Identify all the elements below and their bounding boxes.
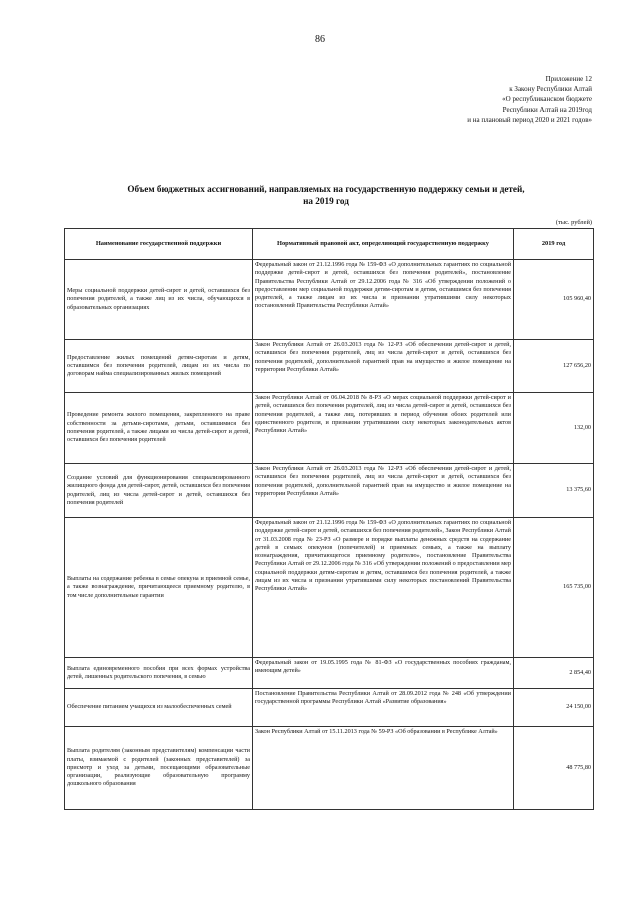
- amount-cell: 13 375,60: [514, 464, 594, 518]
- table-row: [65, 727, 594, 810]
- table-row: [65, 393, 594, 464]
- table-row: [65, 340, 594, 393]
- table-row: [65, 658, 594, 689]
- appendix-line: к Закону Республики Алтай: [509, 85, 592, 94]
- document-title-line: Объем бюджетных ассигнований, направляемых на государственную поддержку семьи и детей,: [127, 184, 525, 194]
- legal-act-cell: Постановление Правительства Республики Алтай от 28.09.2012 года № 248 «Об утверждении государственной программы Республики Алтай «Развитие образования»: [253, 689, 514, 727]
- budget-table: [64, 228, 594, 810]
- page-number: 86: [315, 34, 325, 45]
- table-header-row: [65, 229, 594, 260]
- header-name: Наименование государственной поддержки: [65, 229, 253, 260]
- document-title-line: на 2019 год: [303, 196, 349, 206]
- support-name-cell: Выплата родителям (законным представителям) компенсации части платы, взимаемой с родителей (законных представителей) за присмотр и уход за детьми, посещающими образовательные организации, реализующие образовательную программу дошкольного образования: [65, 727, 253, 810]
- amount-cell: 105 960,40: [514, 260, 594, 340]
- header-year: 2019 год: [514, 229, 594, 260]
- legal-act-cell: Федеральный закон от 19.05.1995 года № 81-ФЗ «О государственных пособиях гражданам, имеющим детей»: [253, 658, 514, 689]
- support-name-cell: Выплаты на содержание ребенка в семье опекуна и приемной семье, а также вознаграждение, причитающееся приемному родителю, в том числе дополнительные гарантии: [65, 518, 253, 658]
- legal-act-cell: Закон Республики Алтай от 26.03.2013 года № 12-РЗ «Об обеспечении детей-сирот и детей, оставшихся без попечения родителей, лиц из числа детей-сирот и детей, оставшихся без попечения родителей, дополнительной гарантией прав на имущество и жилое помещение на территории Республики Алтай»: [253, 464, 514, 518]
- amount-cell: 127 656,20: [514, 340, 594, 393]
- table-row: [65, 689, 594, 727]
- support-name-cell: Проведение ремонта жилого помещения, закрепленного на праве собственности за детьми-сиротами, детьми, оставшимися без попечения родителей, а также лицами из числа детей-сирот и детей, оставшихся без попечения родителей: [65, 393, 253, 464]
- support-name-cell: Меры социальной поддержки детей-сирот и детей, оставшихся без попечения родителей, а также лиц из их числа, обучающихся в образовательных организациях: [65, 260, 253, 340]
- appendix-line: Республики Алтай на 2019год: [502, 105, 592, 114]
- legal-act-cell: Федеральный закон от 21.12.1996 года № 159-ФЗ «О дополнительных гарантиях по социальной поддержке детей-сирот и детей, оставшихся без попечения родителей», постановление Правительства Республики Алтай от 29.12.2006 года № 316 «Об утверждении положений о предоставлении мер социальной поддержки детям-сиротам и детям, оставшимся без попечения родителей, а также лицам из их числа и признании утратившими силу некоторых постановлений Правительства Республики Алтай»: [253, 260, 514, 340]
- amount-cell: 165 735,00: [514, 518, 594, 658]
- legal-act-cell: Федеральный закон от 21.12.1996 года № 159-ФЗ «О дополнительных гарантиях по социальной поддержке детей-сирот и детей, оставшихся без попечения родителей», Закон Республики Алтай от 31.03.2008 года № 23-РЗ «О размере и порядке выплаты денежных средств на содержание детей в семьях опекунов (попечителей) и приемных семьях, а также на выплату вознаграждения, причитающегося приемному родителю», постановление Правительства Республики Алтай от 29.12.2006 года № 316 «Об утверждении положений о предоставлении мер социальной поддержки детям-сиротам и детям, оставшимся без попечения родителей, а также лицам из их числа и признании утратившими силу некоторых постановлений Правительства Республики Алтай»: [253, 518, 514, 658]
- amount-cell: 2 854,40: [514, 658, 594, 689]
- units-note: (тыс. рублей): [555, 219, 592, 226]
- document-title: [70, 183, 582, 207]
- support-name-cell: Предоставление жилых помещений детям-сиротам и детям, оставшимся без попечения родителей, лицам из их числа по договорам найма специализированных жилых помещений: [65, 340, 253, 393]
- appendix-line: Приложение 12: [545, 75, 592, 83]
- legal-act-cell: Закон Республики Алтай от 15.11.2013 года № 59-РЗ «Об образовании в Республике Алтай»: [253, 727, 514, 810]
- legal-act-cell: Закон Республики Алтай от 06.04.2018 № 8-РЗ «О мерах социальной поддержки детей-сирот и детей, оставшихся без попечения родителей, лиц из числа детей-сирот и детей, оставшихся без попечения родителей, а также лиц, потерявших в период обучения обоих родителей или единственного родителя, и признании утратившими силу некоторых законодательных актов Республики Алтай»: [253, 393, 514, 464]
- table-row: [65, 260, 594, 340]
- legal-act-cell: Закон Республики Алтай от 26.03.2013 года № 12-РЗ «Об обеспечении детей-сирот и детей, оставшихся без попечения родителей, лиц из числа детей-сирот и детей, оставшихся без попечения родителей, дополнительной гарантией прав на имущество и жилое помещение на территории Республики Алтай»: [253, 340, 514, 393]
- amount-cell: 48 775,80: [514, 727, 594, 810]
- support-name-cell: Выплата единовременного пособия при всех формах устройства детей, лишенных родительского попечения, в семью: [65, 658, 253, 689]
- appendix-header: [467, 74, 592, 125]
- header-act: Нормативный правовой акт, определяющий государственную поддержку: [253, 229, 514, 260]
- table-row: [65, 464, 594, 518]
- table-row: [65, 518, 594, 658]
- appendix-line: «О республиканском бюджете: [502, 95, 592, 104]
- appendix-line: и на плановый период 2020 и 2021 годов»: [467, 115, 592, 124]
- amount-cell: 24 150,00: [514, 689, 594, 727]
- support-name-cell: Обеспечение питанием учащихся из малообеспеченных семей: [65, 689, 253, 727]
- support-name-cell: Создание условий для функционирования специализированного жилищного фонда для детей-сирот, детей, оставшихся без попечения родителей, лиц из числа детей-сирот и детей, оставшихся без попечения родителей: [65, 464, 253, 518]
- amount-cell: 132,00: [514, 393, 594, 464]
